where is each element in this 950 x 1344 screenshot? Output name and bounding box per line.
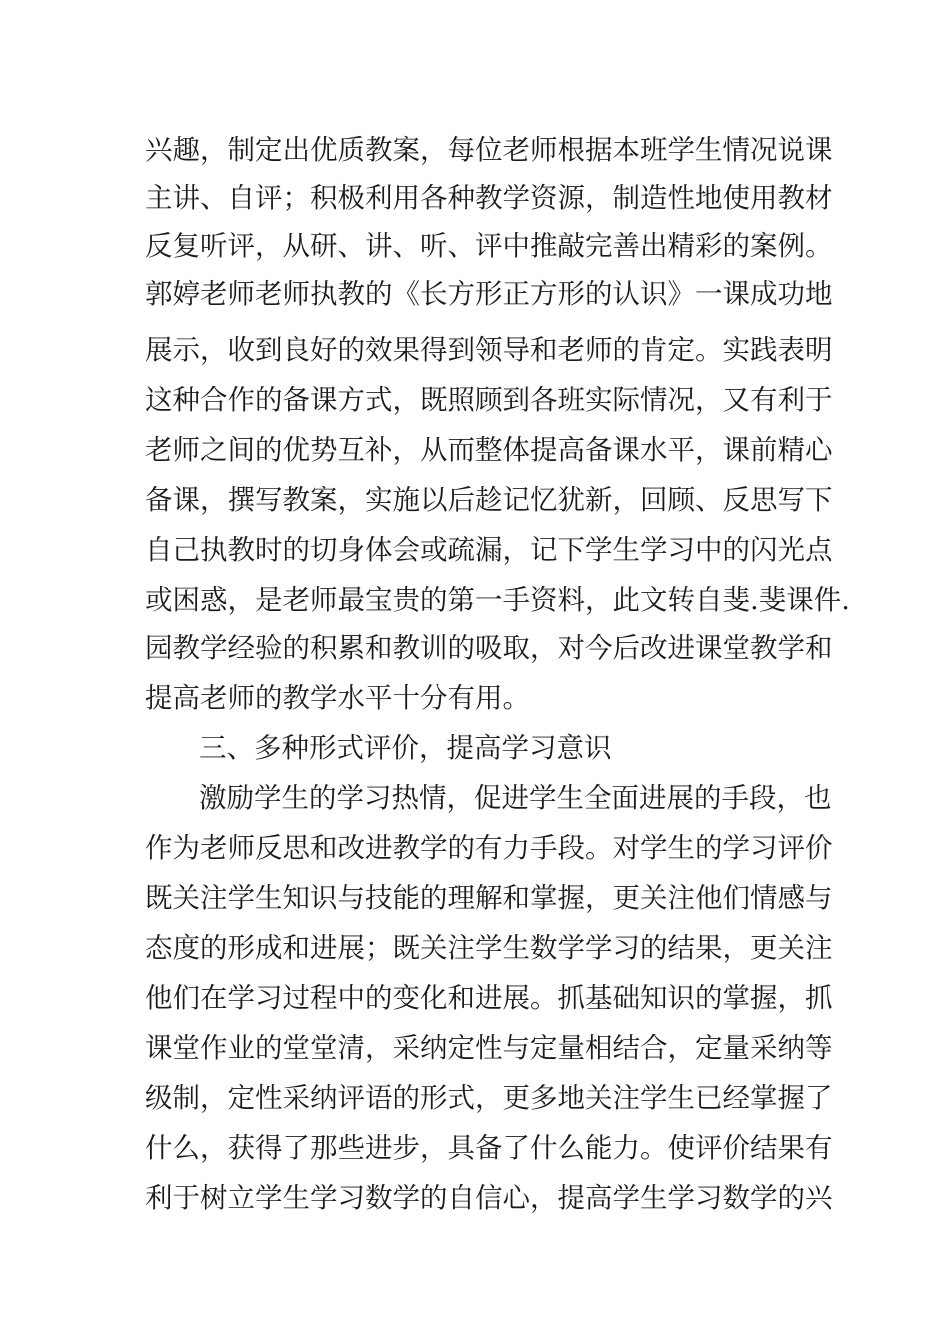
text-line: 这种合作的备课方式，既照顾到各班实际情况，又有利于 bbox=[145, 384, 833, 416]
section-heading: 三、多种形式评价，提高学习意识 bbox=[199, 732, 612, 764]
text-line: 态度的形成和进展；既关注学生数学学习的结果，更关注 bbox=[145, 932, 833, 964]
text-line: 兴趣，制定出优质教案，每位老师根据本班学生情况说课 bbox=[145, 134, 833, 166]
text-line: 园教学经验的积累和教训的吸取，对今后改进课堂教学和 bbox=[145, 632, 833, 664]
text-line: 主讲、自评；积极利用各种教学资源，制造性地使用教材 bbox=[145, 182, 833, 214]
text-line: 课堂作业的堂堂清，采纳定性与定量相结合，定量采纳等 bbox=[145, 1032, 833, 1064]
text-line: 他们在学习过程中的变化和进展。抓基础知识的掌握，抓 bbox=[145, 982, 833, 1014]
text-line: 老师之间的优势互补，从而整体提高备课水平，课前精心 bbox=[145, 434, 833, 466]
text-line: 提高老师的教学水平十分有用。 bbox=[145, 682, 530, 714]
text-line: 或困惑，是老师最宝贵的第一手资料，此文转自斐.斐课件. bbox=[145, 584, 850, 616]
text-line: 利于树立学生学习数学的自信心，提高学生学习数学的兴 bbox=[145, 1182, 833, 1214]
text-line: 备课，撰写教案，实施以后趁记忆犹新，回顾、反思写下 bbox=[145, 484, 833, 516]
text-line: 反复听评，从研、讲、听、评中推敲完善出精彩的案例。 bbox=[145, 230, 833, 262]
text-line: 激励学生的学习热情，促进学生全面进展的手段，也 bbox=[199, 782, 832, 814]
text-line: 展示，收到良好的效果得到领导和老师的肯定。实践表明 bbox=[145, 334, 833, 366]
text-line: 郭婷老师老师执教的《长方形正方形的认识》一课成功地 bbox=[145, 278, 833, 310]
text-line: 既关注学生知识与技能的理解和掌握，更关注他们情感与 bbox=[145, 882, 833, 914]
text-line: 级制，定性采纳评语的形式，更多地关注学生已经掌握了 bbox=[145, 1082, 833, 1114]
text-line: 什么，获得了那些进步，具备了什么能力。使评价结果有 bbox=[145, 1132, 833, 1164]
text-line: 自己执教时的切身体会或疏漏，记下学生学习中的闪光点 bbox=[145, 534, 833, 566]
text-line: 作为老师反思和改进教学的有力手段。对学生的学习评价 bbox=[145, 832, 833, 864]
